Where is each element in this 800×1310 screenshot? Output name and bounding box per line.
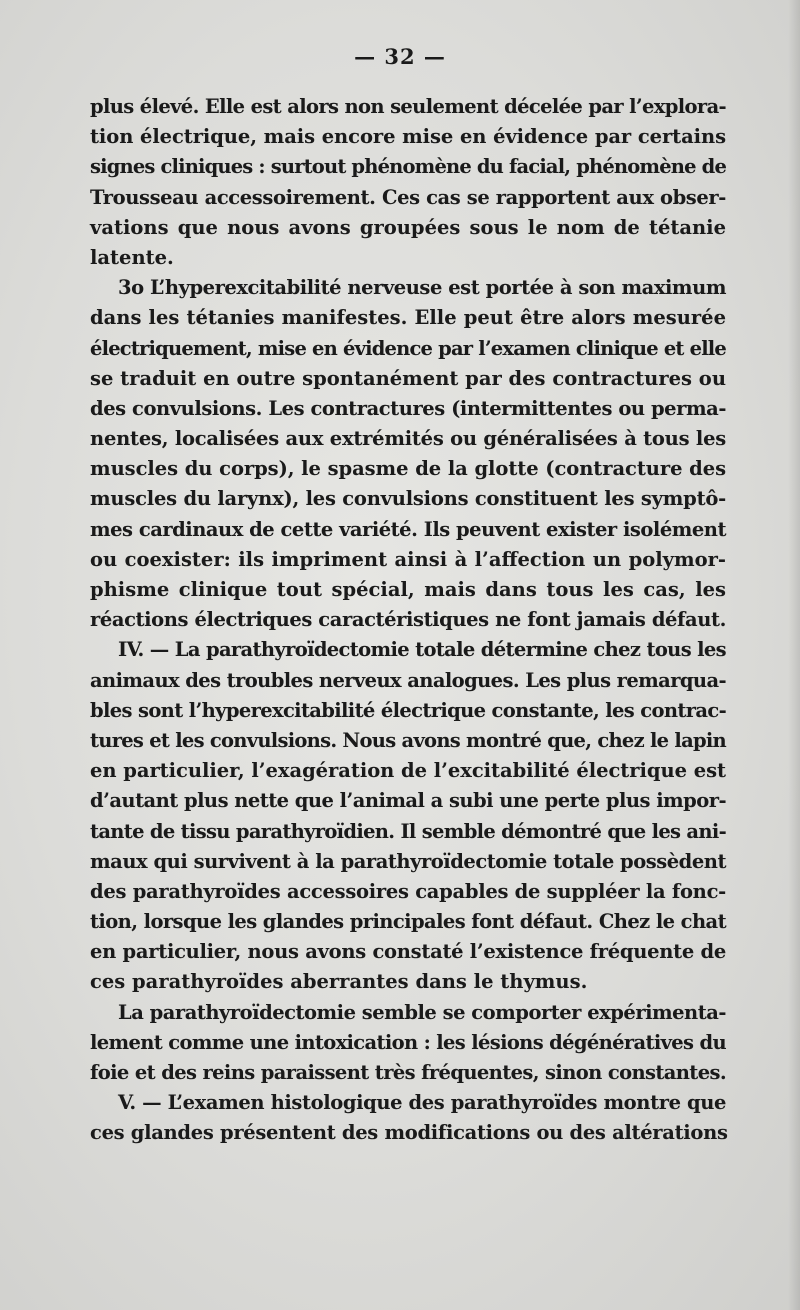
text-line: 3o L’hyperexcitabilité nerveuse est portée à son maximum (118, 276, 726, 300)
page-number: — 32 — (354, 44, 446, 69)
page-edge-shadow (788, 0, 800, 1310)
text-line: en particulier, nous avons constaté l’existence fréquente de (90, 940, 726, 964)
text-line: signes cliniques : surtout phénomène du facial, phénomène de (90, 155, 727, 179)
text-line: muscles du larynx), les convulsions constituent les symptô- (90, 487, 726, 511)
text-line: tion, lorsque les glandes principales font défaut. Chez le chat (90, 910, 727, 934)
text-line: ou coexister: ils impriment ainsi à l’affection un polymor- (90, 547, 726, 571)
text-line: tion électrique, mais encore mise en évidence par certains (90, 125, 726, 149)
text-line: se traduit en outre spontanément par des contractures ou (90, 366, 726, 390)
text-line: V. — L’examen histologique des parathyroïdes montre que (118, 1091, 727, 1115)
text-line: en particulier, l’exagération de l’excitabilité électrique est (90, 759, 726, 783)
text-line: La parathyroïdectomie semble se comporter expérimenta- (118, 1000, 726, 1024)
text-line: des parathyroïdes accessoires capables de suppléer la fonc- (90, 879, 726, 903)
text-line: réactions électriques caractéristiques ne font jamais défaut. (90, 608, 726, 632)
text-line: tante de tissu parathyroïdien. Il semble démontré que les ani- (90, 819, 726, 843)
text-line: animaux des troubles nerveux analogues. Les plus remarqua- (90, 668, 726, 692)
text-line: vations que nous avons groupées sous le nom de tétanie (90, 215, 726, 239)
text-line: lement comme une intoxication : les lésions dégénératives du (90, 1030, 726, 1054)
text-line: nentes, localisées aux extrémités ou généralisées à tous les (90, 427, 726, 451)
text-line: mes cardinaux de cette variété. Ils peuvent exister isolément (90, 517, 727, 541)
text-line: phisme clinique tout spécial, mais dans tous les cas, les (90, 578, 726, 601)
text-line: IV. — La parathyroïdectomie totale détermine chez tous les (118, 638, 726, 662)
text-line: foie et des reins paraissent très fréquentes, sinon constantes. (90, 1061, 726, 1084)
text-line: dans les tétanies manifestes. Elle peut être alors mesurée (90, 306, 726, 330)
text-line: ces glandes présentent des modifications ou des altérations (90, 1121, 728, 1145)
text-line: bles sont l’hyperexcitabilité électrique constante, les contrac- (90, 698, 727, 722)
text-line: muscles du corps), le spasme de la glotte (contracture des (90, 457, 726, 481)
text-line: Trousseau accessoirement. Ces cas se rapportent aux obser- (90, 185, 726, 209)
text-line: des convulsions. Les contractures (intermittentes ou perma- (90, 396, 726, 420)
text-line: électriquement, mise en évidence par l’examen clinique et elle (90, 336, 726, 360)
text-line: plus élevé. Elle est alors non seulement décelée par l’explora- (90, 95, 727, 118)
text-line: tures et les convulsions. Nous avons montré que, chez le lapin (90, 728, 726, 752)
text-line: maux qui survivent à la parathyroïdectomie totale possèdent (90, 849, 727, 873)
text-line: d’autant plus nette que l’animal a subi une perte plus impor- (90, 789, 726, 813)
text-line: latente. (90, 245, 174, 269)
text-line: ces parathyroïdes aberrantes dans le thymus. (90, 970, 588, 994)
body-text (90, 92, 726, 1149)
